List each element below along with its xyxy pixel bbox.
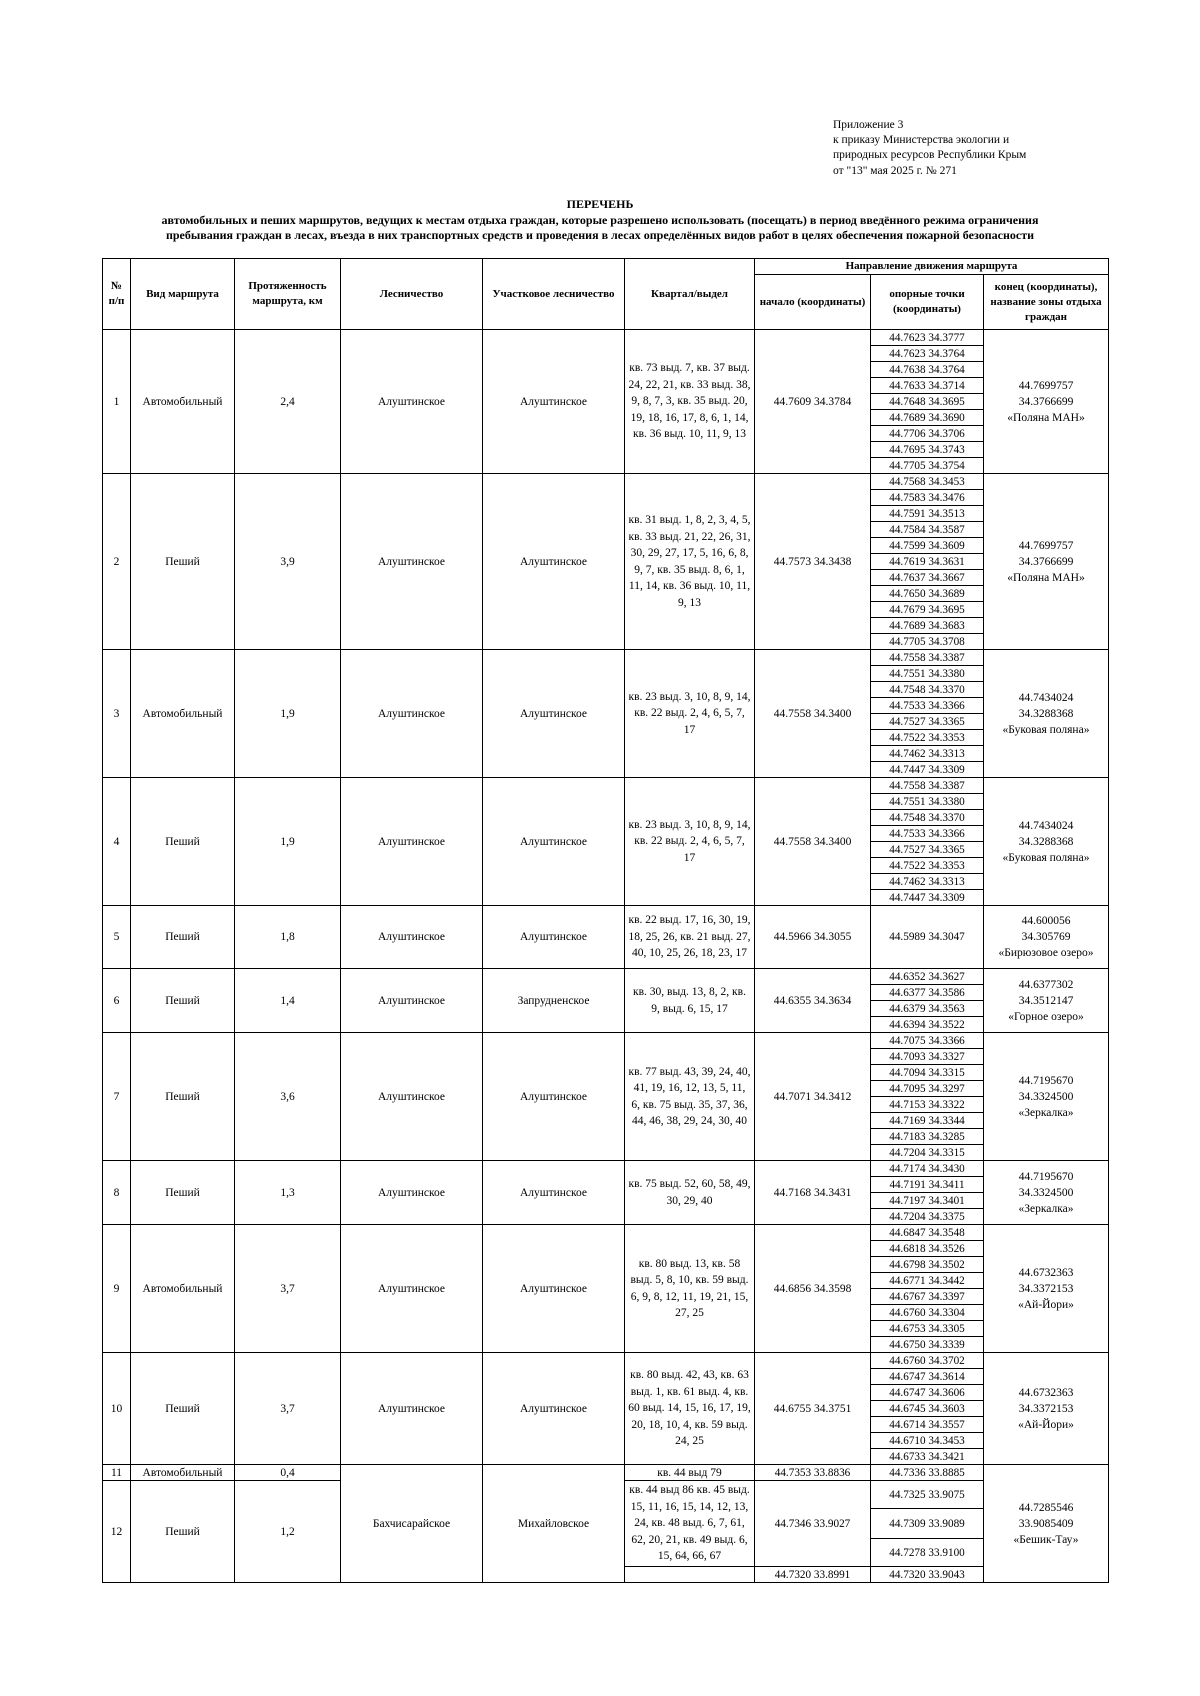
end-zone: «Зеркалка» [1018,1202,1074,1215]
cell-quarter: кв. 44 выд 86 кв. 45 выд. 15, 11, 16, 15, 14, 12, 13, 24, кв. 48 выд. 6, 7, 61, 62, 20, 21, кв. 49 выд. 6, 15, 64, 66, 67 [625,1481,755,1567]
waypoint: 44.7527 34.3365 [871,842,984,858]
cell-length: 1,4 [235,969,341,1033]
header-district: Участковое лесничество [483,259,625,330]
cell-quarter: кв. 80 выд. 13, кв. 58 выд. 5, 8, 10, кв. 59 выд. 6, 9, 8, 12, 11, 19, 21, 15, 27, 25 [625,1225,755,1353]
waypoint: 44.5989 34.3047 [871,906,984,969]
waypoint: 44.7689 34.3690 [871,410,984,426]
end-coord: 34.3288368 [1018,835,1074,848]
waypoint: 44.7558 34.3387 [871,650,984,666]
cell-length: 3,6 [235,1033,341,1161]
cell-end [984,474,1109,650]
end-zone: «Зеркалка» [1018,1106,1074,1119]
cell-quarter: кв. 30, выд. 13, 8, 2, кв. 9, выд. 6, 15, 17 [625,969,755,1033]
waypoint: 44.7548 34.3370 [871,682,984,698]
cell-forestry: Алуштинское [341,330,483,474]
end-coord: 44.600056 [1021,915,1071,927]
cell-start: 44.7558 34.3400 [755,778,871,906]
cell-length: 3,7 [235,1353,341,1465]
cell-start: 44.7558 34.3400 [755,650,871,778]
waypoint: 44.6379 34.3563 [871,1001,984,1017]
cell-start: 44.6856 34.3598 [755,1225,871,1353]
waypoint: 44.6394 34.3522 [871,1017,984,1033]
header-length: Протяженность маршрута, км [235,259,341,330]
end-coord: 44.6732363 [1018,1386,1074,1399]
cell-type: Пеший [131,969,235,1033]
cell-end [984,1225,1109,1353]
cell-quarter: кв. 80 выд. 42, 43, кв. 63 выд. 1, кв. 61 выд. 4, кв. 60 выд. 14, 15, 16, 17, 19, 20, 18, 10, 4, кв. 59 выд. 24, 25 [625,1353,755,1465]
end-zone: «Буковая поляна» [1002,851,1090,864]
waypoint: 44.7548 34.3370 [871,810,984,826]
cell-type: Автомобильный [131,1225,235,1353]
cell-district: Запрудненское [483,969,625,1033]
waypoint: 44.7648 34.3695 [871,394,984,410]
cell-start: 44.7353 33.8836 [755,1465,871,1481]
table-row [103,1033,1109,1049]
waypoint: 44.7095 34.3297 [871,1081,984,1097]
waypoint: 44.6352 34.3627 [871,969,984,985]
waypoint: 44.7583 34.3476 [871,490,984,506]
end-coord: 44.6732363 [1018,1266,1074,1279]
cell-forestry: Алуштинское [341,969,483,1033]
waypoint: 44.7522 34.3353 [871,858,984,874]
waypoint: 44.7679 34.3695 [871,602,984,618]
cell-type: Пеший [131,1161,235,1225]
waypoint: 44.7623 34.3777 [871,330,984,346]
cell-quarter: кв. 73 выд. 7, кв. 37 выд. 24, 22, 21, кв. 33 выд. 38, 9, 8, 7, 3, кв. 35 выд. 20, 19, 18, 16, 17, 8, 6, 1, 14, кв. 36 выд. 10, 11, 9, 13 [625,330,755,474]
header-type: Вид маршрута [131,259,235,330]
waypoint: 44.7153 34.3322 [871,1097,984,1113]
end-coord: 44.7285546 [1018,1501,1074,1514]
table-row [103,1161,1109,1177]
waypoint: 44.6771 34.3442 [871,1273,984,1289]
end-zone: «Ай-Йори» [1018,1418,1074,1431]
end-zone: «Буковая поляна» [1002,723,1090,736]
waypoint: 44.6798 34.3502 [871,1257,984,1273]
cell-end [984,650,1109,778]
waypoint: 44.6747 34.3614 [871,1369,984,1385]
waypoint: 44.7633 34.3714 [871,378,984,394]
waypoint: 44.7169 34.3344 [871,1113,984,1129]
end-coord: 44.7434024 [1018,819,1074,832]
waypoint: 44.7650 34.3689 [871,586,984,602]
cell-num: 7 [103,1033,131,1161]
waypoint: 44.7462 34.3313 [871,746,984,762]
table-row [103,474,1109,490]
waypoint: 44.6760 34.3702 [871,1353,984,1369]
cell-district: Алуштинское [483,474,625,650]
cell-quarter: кв. 44 выд 79 [625,1465,755,1481]
cell-end [984,1353,1109,1465]
waypoint: 44.7094 34.3315 [871,1065,984,1081]
cell-num: 6 [103,969,131,1033]
waypoint: 44.7336 33.8885 [871,1465,984,1481]
cell-district: Михайловское [483,1465,625,1583]
cell-num: 1 [103,330,131,474]
end-coord: 34.3766699 [1018,555,1074,568]
cell-type: Пеший [131,778,235,906]
cell-forestry: Алуштинское [341,474,483,650]
waypoint: 44.7183 34.3285 [871,1129,984,1145]
header-end: конец (координаты), название зоны отдыха граждан [984,275,1109,330]
waypoint: 44.7447 34.3309 [871,890,984,906]
cell-num: 3 [103,650,131,778]
cell-length: 1,2 [235,1481,341,1583]
waypoint: 44.7320 33.9043 [871,1567,984,1583]
cell-district: Алуштинское [483,1353,625,1465]
end-coord: 34.3372153 [1018,1282,1074,1295]
cell-quarter-empty [625,1567,755,1583]
cell-end [984,330,1109,474]
cell-forestry: Алуштинское [341,1225,483,1353]
cell-quarter: кв. 23 выд. 3, 10, 8, 9, 14, кв. 22 выд. 2, 4, 6, 5, 7, 17 [625,650,755,778]
table-row [103,330,1109,346]
title-line: автомобильных и пеших маршрутов, ведущих к местам отдыха граждан, которые разрешено использовать (посещать) в период введённого режима ограничения [161,212,1039,227]
appendix-block [833,118,1026,179]
end-zone: «Ай-Йори» [1018,1298,1074,1311]
cell-start: 44.7320 33.8991 [755,1567,871,1583]
end-coord: 44.7195670 [1018,1170,1074,1183]
cell-type: Автомобильный [131,650,235,778]
end-coord: 44.7699757 [1018,379,1074,392]
cell-forestry: Алуштинское [341,650,483,778]
waypoint: 44.7599 34.3609 [871,538,984,554]
cell-end [984,1161,1109,1225]
waypoint: 44.6745 34.3603 [871,1401,984,1417]
waypoint: 44.7447 34.3309 [871,762,984,778]
waypoint: 44.7706 34.3706 [871,426,984,442]
waypoint: 44.6760 34.3304 [871,1305,984,1321]
cell-start: 44.5966 34.3055 [755,906,871,969]
waypoint: 44.7705 34.3708 [871,634,984,650]
cell-start: 44.7609 34.3784 [755,330,871,474]
cell-forestry: Алуштинское [341,1353,483,1465]
cell-end [984,906,1109,969]
end-coord: 44.7699757 [1018,539,1074,552]
cell-type: Пеший [131,1033,235,1161]
waypoint: 44.7533 34.3366 [871,698,984,714]
cell-district: Алуштинское [483,906,625,969]
waypoint: 44.6753 34.3305 [871,1321,984,1337]
end-coord: 34.3324500 [1018,1186,1074,1199]
waypoint: 44.6750 34.3339 [871,1337,984,1353]
waypoint: 44.7533 34.3366 [871,826,984,842]
waypoint: 44.7551 34.3380 [871,666,984,682]
waypoint: 44.7619 34.3631 [871,554,984,570]
cell-district: Алуштинское [483,1033,625,1161]
waypoint: 44.7568 34.3453 [871,474,984,490]
title-heading: ПЕРЕЧЕНЬ [566,197,634,211]
cell-num: 4 [103,778,131,906]
cell-length: 1,3 [235,1161,341,1225]
table-row [103,650,1109,666]
waypoint: 44.7462 34.3313 [871,874,984,890]
cell-end [984,1465,1109,1583]
cell-length: 1,9 [235,650,341,778]
waypoint: 44.6847 34.3548 [871,1225,984,1241]
cell-forestry: Алуштинское [341,906,483,969]
waypoint: 44.7584 34.3587 [871,522,984,538]
cell-type: Автомобильный [131,1465,235,1481]
waypoint: 44.7527 34.3365 [871,714,984,730]
waypoint: 44.7638 34.3764 [871,362,984,378]
cell-length: 3,7 [235,1225,341,1353]
cell-district: Алуштинское [483,1161,625,1225]
end-coord: 34.305769 [1021,931,1071,943]
cell-type: Пеший [131,906,235,969]
end-zone: «Бешик-Тау» [1013,1533,1079,1546]
cell-length: 3,9 [235,474,341,650]
cell-end [984,969,1109,1033]
cell-num: 12 [103,1481,131,1583]
appendix-line: Приложение 3 [833,119,904,131]
cell-start: 44.7346 33.9027 [755,1481,871,1567]
waypoint: 44.6818 34.3526 [871,1241,984,1257]
cell-num: 9 [103,1225,131,1353]
end-coord: 44.7195670 [1018,1074,1074,1087]
header-forestry: Лесничество [341,259,483,330]
end-coord: 33.9085409 [1018,1517,1074,1530]
end-coord: 44.7434024 [1018,691,1074,704]
header-points: опорные точки (координаты) [871,275,984,330]
end-coord: 44.6377302 [1018,978,1074,991]
cell-district: Алуштинское [483,330,625,474]
waypoint: 44.7191 34.3411 [871,1177,984,1193]
cell-num: 2 [103,474,131,650]
document-title [100,197,1100,244]
waypoint: 44.6714 34.3557 [871,1417,984,1433]
cell-district: Алуштинское [483,778,625,906]
waypoint: 44.7204 34.3315 [871,1145,984,1161]
waypoint: 44.7558 34.3387 [871,778,984,794]
cell-type: Автомобильный [131,330,235,474]
waypoint: 44.7075 34.3366 [871,1033,984,1049]
waypoint: 44.7551 34.3380 [871,794,984,810]
cell-length: 0,4 [235,1465,341,1481]
waypoint: 44.7174 34.3430 [871,1161,984,1177]
cell-start: 44.6755 34.3751 [755,1353,871,1465]
table-row [103,1225,1109,1241]
cell-forestry: Алуштинское [341,1161,483,1225]
waypoint: 44.7689 34.3683 [871,618,984,634]
appendix-line: к приказу Министерства экологии и [833,134,1010,147]
waypoint: 44.7204 34.3375 [871,1209,984,1225]
appendix-line: природных ресурсов Республики Крым [833,149,1027,162]
title-line: пребывания граждан в лесах, въезда в них транспортных средств и проведения в лесах определённых видов работ в целях обеспечения пожарной безопасности [165,228,1035,242]
cell-end [984,778,1109,906]
end-coord: 34.3324500 [1018,1090,1074,1103]
cell-start: 44.7071 34.3412 [755,1033,871,1161]
waypoint: 44.7637 34.3667 [871,570,984,586]
end-zone: «Поляна МАН» [1007,411,1085,424]
cell-length: 2,4 [235,330,341,474]
cell-type: Пеший [131,1353,235,1465]
end-coord: 34.3766699 [1018,395,1074,408]
waypoint: 44.7705 34.3754 [871,458,984,474]
cell-quarter: кв. 23 выд. 3, 10, 8, 9, 14, кв. 22 выд. 2, 4, 6, 5, 7, 17 [625,778,755,906]
cell-district: Алуштинское [483,650,625,778]
header-start: начало (координаты) [755,275,871,330]
table-row [103,778,1109,794]
cell-forestry: Алуштинское [341,1033,483,1161]
cell-quarter: кв. 77 выд. 43, 39, 24, 40, 41, 19, 16, 12, 13, 5, 11, 6, кв. 75 выд. 35, 37, 36, 44, 46, 38, 29, 24, 30, 40 [625,1033,755,1161]
waypoint: 44.7093 34.3327 [871,1049,984,1065]
cell-num: 5 [103,906,131,969]
waypoint: 44.7695 34.3743 [871,442,984,458]
waypoint: 44.6747 34.3606 [871,1385,984,1401]
header-quarter: Квартал/выдел [625,259,755,330]
cell-forestry: Алуштинское [341,778,483,906]
routes-table [102,258,1109,1583]
cell-type: Пеший [131,1481,235,1583]
cell-num: 10 [103,1353,131,1465]
cell-length: 1,8 [235,906,341,969]
cell-quarter: кв. 31 выд. 1, 8, 2, 3, 4, 5, кв. 33 выд. 21, 22, 26, 31, 30, 29, 27, 17, 5, 16, 6, 8, 9, 7, кв. 35 выд. 8, 6, 1, 11, 14, кв. 36 выд. 10, 11, 9, 13 [625,474,755,650]
waypoint: 44.6767 34.3397 [871,1289,984,1305]
cell-district: Алуштинское [483,1225,625,1353]
header-num: № п/п [103,259,131,330]
end-coord: 34.3512147 [1018,994,1074,1007]
appendix-line: от "13" мая 2025 г. № 271 [833,164,957,177]
table-header [103,259,1109,330]
cell-start: 44.7573 34.3438 [755,474,871,650]
waypoint: 44.6377 34.3586 [871,985,984,1001]
table-body [103,330,1109,1583]
end-zone: «Бирюзовое озеро» [998,947,1094,959]
cell-start: 44.6355 34.3634 [755,969,871,1033]
cell-end [984,1033,1109,1161]
waypoint: 44.7591 34.3513 [871,506,984,522]
waypoint: 44.7325 33.9075 [871,1481,984,1509]
waypoint: 44.6710 34.3453 [871,1433,984,1449]
end-zone: «Горное озеро» [1008,1010,1084,1023]
waypoint: 44.7278 33.9100 [871,1539,984,1567]
end-coord: 34.3288368 [1018,707,1074,720]
table-row [103,906,1109,969]
waypoint: 44.7197 34.3401 [871,1193,984,1209]
cell-quarter: кв. 22 выд. 17, 16, 30, 19, 18, 25, 26, кв. 21 выд. 27, 40, 10, 25, 26, 18, 23, 17 [625,906,755,969]
cell-num: 8 [103,1161,131,1225]
waypoint: 44.7623 34.3764 [871,346,984,362]
cell-start: 44.7168 34.3431 [755,1161,871,1225]
end-zone: «Поляна МАН» [1007,571,1085,584]
end-coord: 34.3372153 [1018,1402,1074,1415]
table-row [103,1353,1109,1369]
cell-type: Пеший [131,474,235,650]
cell-forestry: Бахчисарайское [341,1465,483,1583]
waypoint: 44.7309 33.9089 [871,1509,984,1539]
cell-quarter: кв. 75 выд. 52, 60, 58, 49, 30, 29, 40 [625,1161,755,1225]
waypoint: 44.7522 34.3353 [871,730,984,746]
cell-length: 1,9 [235,778,341,906]
table-row [103,969,1109,985]
waypoint: 44.6733 34.3421 [871,1449,984,1465]
header-direction: Направление движения маршрута [755,259,1109,275]
cell-num: 11 [103,1465,131,1481]
